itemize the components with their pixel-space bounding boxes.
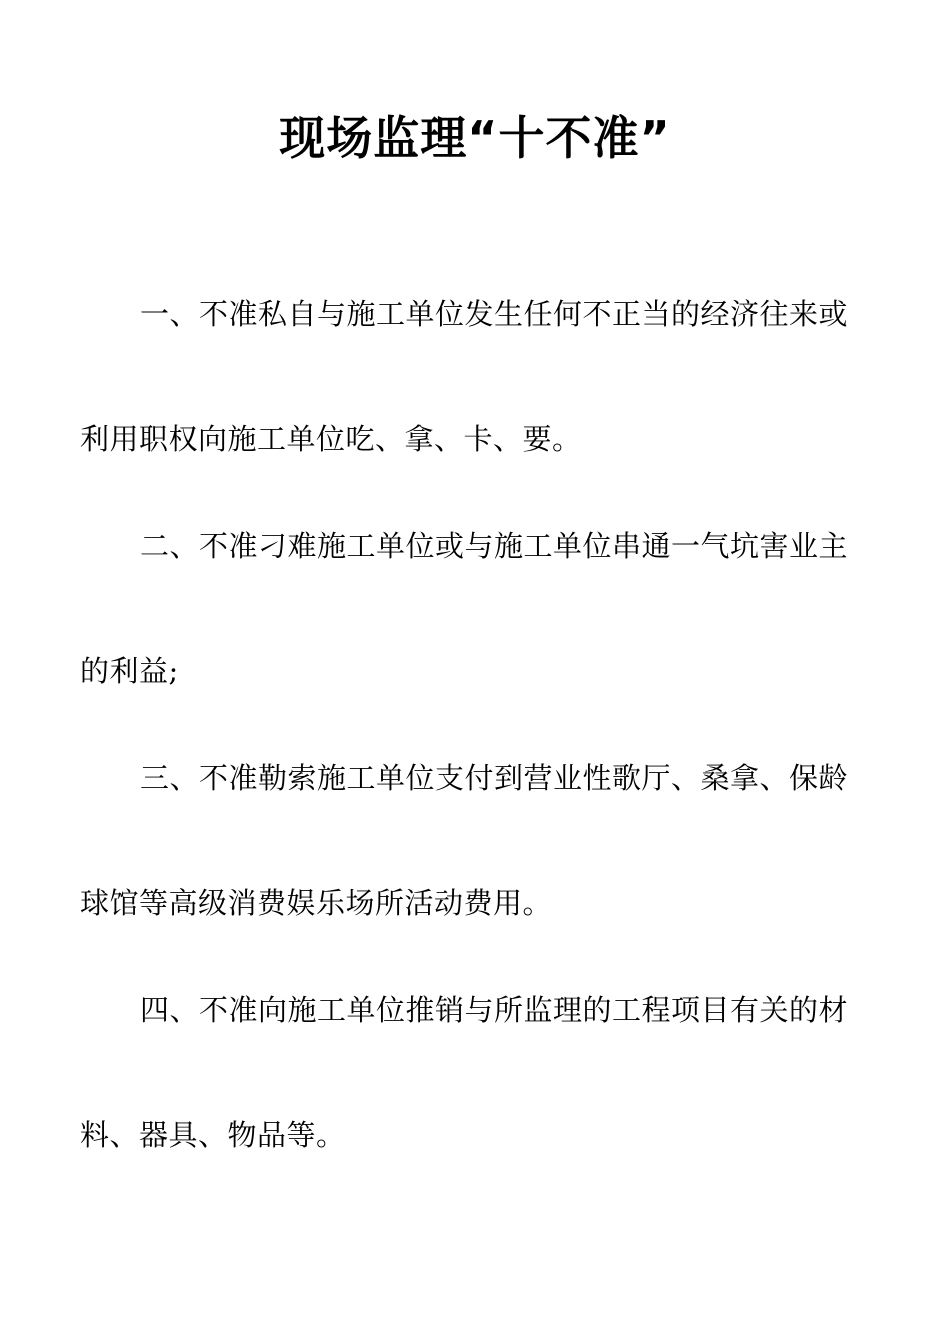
item-1-line-2: 利用职权向施工单位吃、拿、卡、要。: [80, 422, 582, 456]
item-4-line-2: 料、器具、物品等。: [80, 1118, 346, 1152]
item-3-line-2: 球馆等高级消费娱乐场所活动费用。: [80, 886, 553, 920]
item-3-line-1: 三、不准勒索施工单位支付到营业性歌厅、桑拿、保龄: [140, 761, 849, 795]
item-2-line-1: 二、不准刁难施工单位或与施工单位串通一气坑害业主: [140, 529, 849, 563]
document-title: 现场监理“十不准”: [279, 111, 671, 165]
item-2-line-2: 的利益;: [80, 654, 179, 688]
item-1-line-1: 一、不准私自与施工单位发生任何不正当的经济往来或: [140, 297, 849, 331]
item-4-line-1: 四、不准向施工单位推销与所监理的工程项目有关的材: [140, 993, 849, 1027]
